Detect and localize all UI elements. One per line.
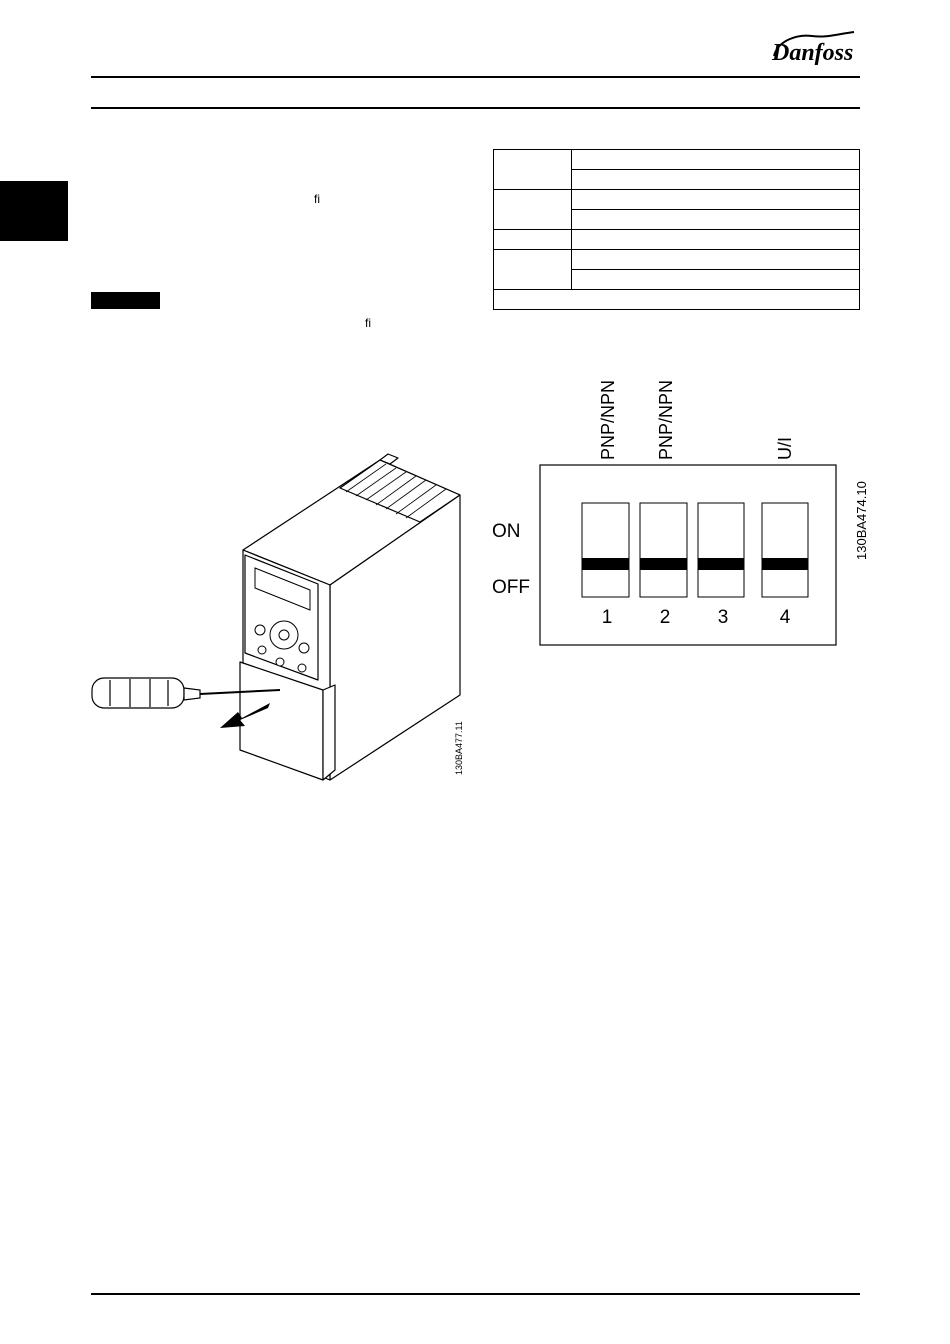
table-cell [572,190,860,210]
table-cell [494,230,572,250]
switch-number-2: 2 [659,607,671,628]
specification-table [493,149,860,310]
danfoss-logo [768,26,860,70]
table-cell [572,150,860,170]
table-row [494,230,860,250]
dip-switch-figure [480,360,880,660]
table-cell [572,250,860,270]
dip-label-2: PNP/NPN [656,379,676,460]
table-cell [494,150,572,190]
switch-number-4: 4 [779,607,791,628]
dip-switch-3 [698,503,744,597]
off-label: OFF [492,577,530,598]
header-rule-bottom [91,107,860,109]
table-cell [572,230,860,250]
table-cell [572,270,860,290]
table-row [494,150,860,170]
table-row [494,290,860,310]
switch-number-1: 1 [601,607,613,628]
switch-number-3: 3 [717,607,729,628]
table-cell [494,250,572,290]
table-row [494,190,860,210]
ligature-text-1: fi [314,192,320,206]
footer-rule [91,1293,860,1295]
note-badge [91,292,160,309]
ligature-text-2: fi [365,316,371,330]
brand-wordmark: Danfoss [772,40,854,66]
dip-figure-code: 130BA474.10 [854,481,869,560]
cover-figure-code: 130BA477.11 [454,721,464,775]
chapter-side-tab [0,181,68,241]
cover-removal-figure [80,450,480,790]
header-rule-top [91,76,860,78]
dip-switch-4 [762,503,808,597]
dip-label-4: U/I [775,436,795,460]
table-cell [572,170,860,190]
table-cell [494,190,572,230]
dip-label-1: PNP/NPN [598,379,618,460]
dip-switch-2 [640,503,687,597]
table-cell [494,290,860,310]
table-row [494,250,860,270]
dip-switch-1 [582,503,629,597]
table-cell [572,210,860,230]
screwdriver-handle [92,678,184,708]
on-label: ON [492,521,521,542]
